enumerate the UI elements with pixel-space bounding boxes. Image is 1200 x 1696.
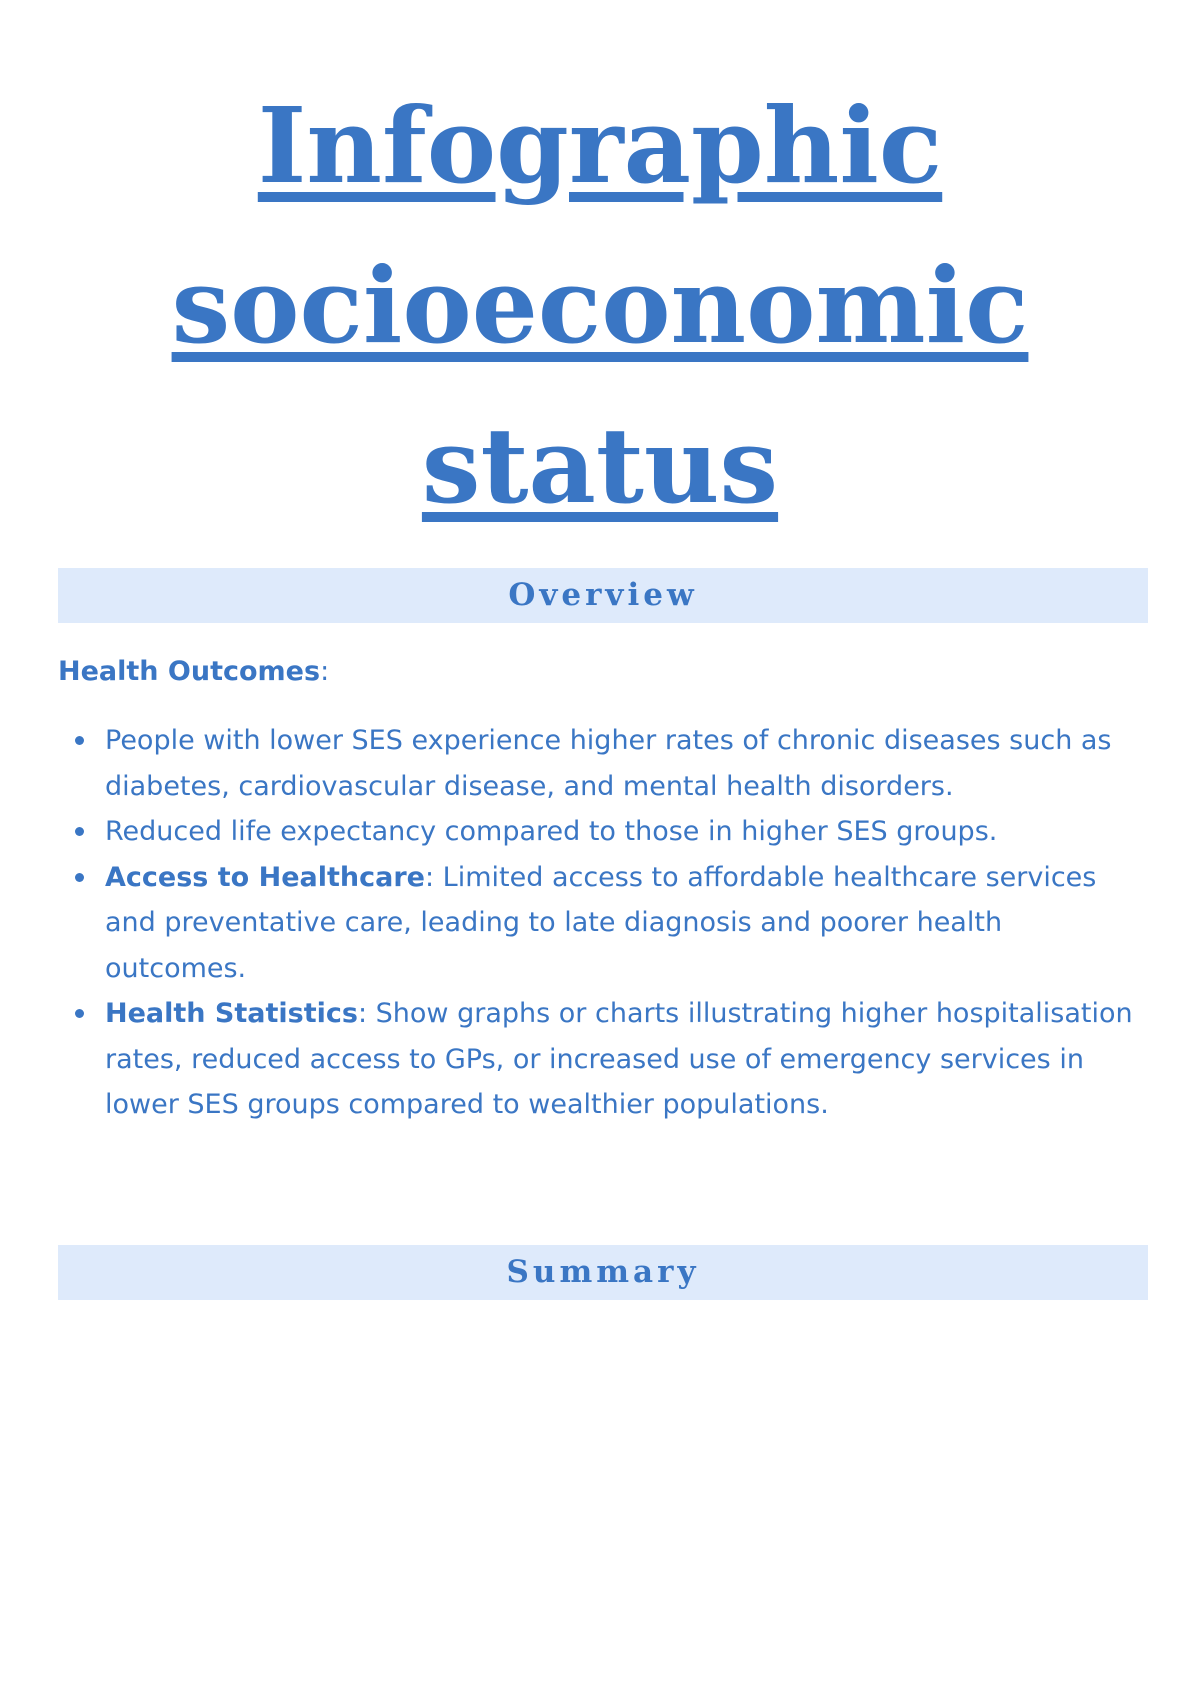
list-item — [58, 991, 1148, 1128]
health-outcomes-list — [58, 718, 1148, 1128]
bullet-text: Limited access to affordable healthcare services and preventative care, leading to late diagnosis and poorer health outcomes. — [105, 861, 1097, 984]
title-line-2: socioeconomic — [171, 244, 1029, 367]
page-title — [60, 66, 1140, 546]
health-outcomes-heading — [58, 650, 329, 694]
bullet-bold: Health Statistics — [105, 998, 358, 1029]
title-line-3: status — [421, 404, 779, 527]
bullet-text: Reduced life expectancy compared to those in higher SES groups. — [105, 816, 998, 847]
bullet-text: Show graphs or charts illustrating higher hospitalisation rates, reduced access to GPs, or increased use of emergency services in lower SES groups compared to wealthier populations. — [105, 998, 1133, 1120]
bullet-bold: Access to Healthcare — [105, 861, 425, 893]
overview-header: Overview — [58, 568, 1148, 623]
summary-header: Summary — [58, 1245, 1148, 1300]
health-outcomes-label: Health Outcomes — [58, 656, 321, 687]
title-line-1: Infographic — [257, 84, 943, 207]
health-outcomes-colon: : — [320, 656, 330, 687]
list-item — [58, 855, 1148, 992]
bullet-separator: : — [424, 861, 435, 893]
list-item — [58, 718, 1148, 809]
bullet-separator: : — [357, 998, 368, 1029]
bullet-text: People with lower SES experience higher rates of chronic diseases such as diabetes, cardiovascular disease, and mental health disorders. — [105, 725, 1112, 802]
list-item — [58, 809, 1148, 855]
